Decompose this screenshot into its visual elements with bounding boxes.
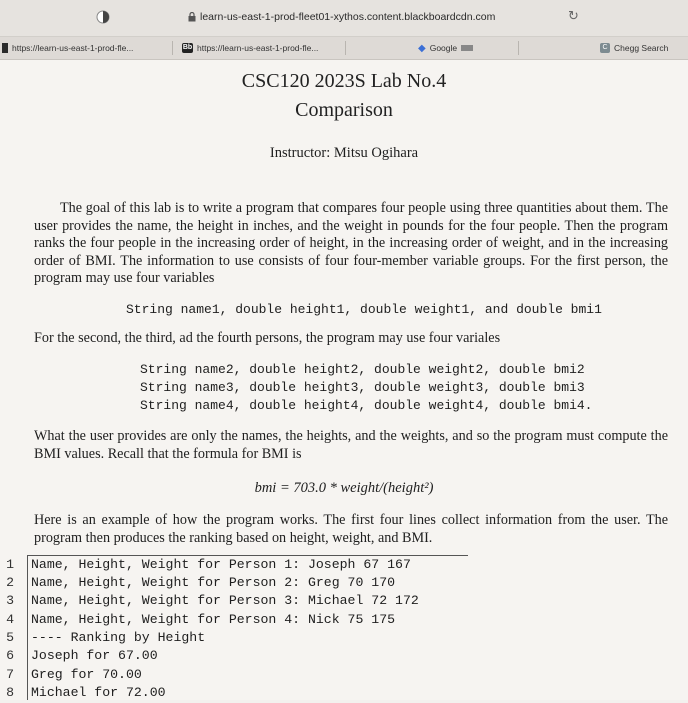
- code-line: 1 Name, Height, Weight for Person 1: Joseph 67 167: [6, 557, 411, 572]
- variables-person3: String name3, double height3, double weight3, double bmi3: [140, 380, 585, 395]
- tab-4[interactable]: [600, 37, 668, 59]
- reload-icon[interactable]: ↻: [568, 9, 579, 24]
- variables-person1: String name1, double height1, double weight1, and double bmi1: [126, 302, 602, 317]
- tab-label: Google: [429, 43, 458, 53]
- tab-label: Chegg Search: [614, 43, 669, 53]
- google-tab-icon: ◆: [418, 42, 426, 54]
- tab-2[interactable]: [182, 37, 318, 59]
- tab-label: https://learn-us-east-1-prod-fle...: [197, 43, 319, 53]
- tab-3[interactable]: [418, 37, 473, 59]
- privacy-shield-icon[interactable]: [96, 9, 110, 25]
- code-line: 6 Joseph for 67.00: [6, 648, 158, 663]
- address-bar[interactable]: [188, 11, 495, 23]
- code-line: 4 Name, Height, Weight for Person 4: Nick 75 175: [6, 612, 396, 627]
- code-line: 5 ---- Ranking by Height: [6, 630, 206, 645]
- tab-favicon-icon: [2, 43, 8, 53]
- doc-subtitle: Comparison: [295, 99, 393, 121]
- lock-icon: [188, 12, 196, 22]
- code-line: 3 Name, Height, Weight for Person 3: Michael 72 172: [6, 593, 419, 608]
- browser-toolbar: [0, 0, 688, 37]
- paragraph-goal: The goal of this lab is to write a program that compares four people using three quantities about them. The user provides the name, the height in inches, and the weight in pounds for the four people. Then the program ranks the four people in the increasing order of height, in the increasing order of weight, and in the increasing order of BMI. The information to use consists of four four-member variable groups. For the first person, the program may use four variables: [34, 200, 669, 286]
- bookmark-tabs-bar: [0, 37, 688, 60]
- code-top-rule: [27, 555, 468, 556]
- chegg-icon: C: [600, 43, 610, 53]
- blackboard-icon: Bb: [182, 44, 193, 51]
- redacted-mark-icon: [461, 45, 473, 51]
- bmi-formula: bmi = 703.0 * weight/(height²): [254, 480, 434, 496]
- tab-1[interactable]: [2, 37, 133, 59]
- variables-person4: String name4, double height4, double weight4, double bmi4.: [140, 398, 593, 413]
- paragraph-bmi: What the user provides are only the names, the heights, and the weights, and so the program must compute the BMI values. Recall that the formula for BMI is: [34, 428, 669, 462]
- code-line: 7 Greg for 70.00: [6, 667, 142, 682]
- paragraph-other-persons: For the second, the third, ad the fourth persons, the program may use four variales: [34, 330, 501, 346]
- code-line: 2 Name, Height, Weight for Person 2: Greg 70 170: [6, 575, 396, 590]
- code-line: 8 Michael for 72.00: [6, 685, 166, 700]
- doc-title: CSC120 2023S Lab No.4: [241, 70, 447, 92]
- variables-person2: String name2, double height2, double weight2, double bmi2: [140, 362, 585, 377]
- address-text: learn-us-east-1-prod-fleet01-xythos.content.blackboardcdn.com: [200, 11, 496, 23]
- doc-instructor: Instructor: Mitsu Ogihara: [269, 145, 419, 161]
- paragraph-example: Here is an example of how the program works. The first four lines collect information from the user. The program then produces the ranking based on height, weight, and BMI.: [34, 512, 668, 546]
- tab-label: https://learn-us-east-1-prod-fle...: [12, 43, 134, 53]
